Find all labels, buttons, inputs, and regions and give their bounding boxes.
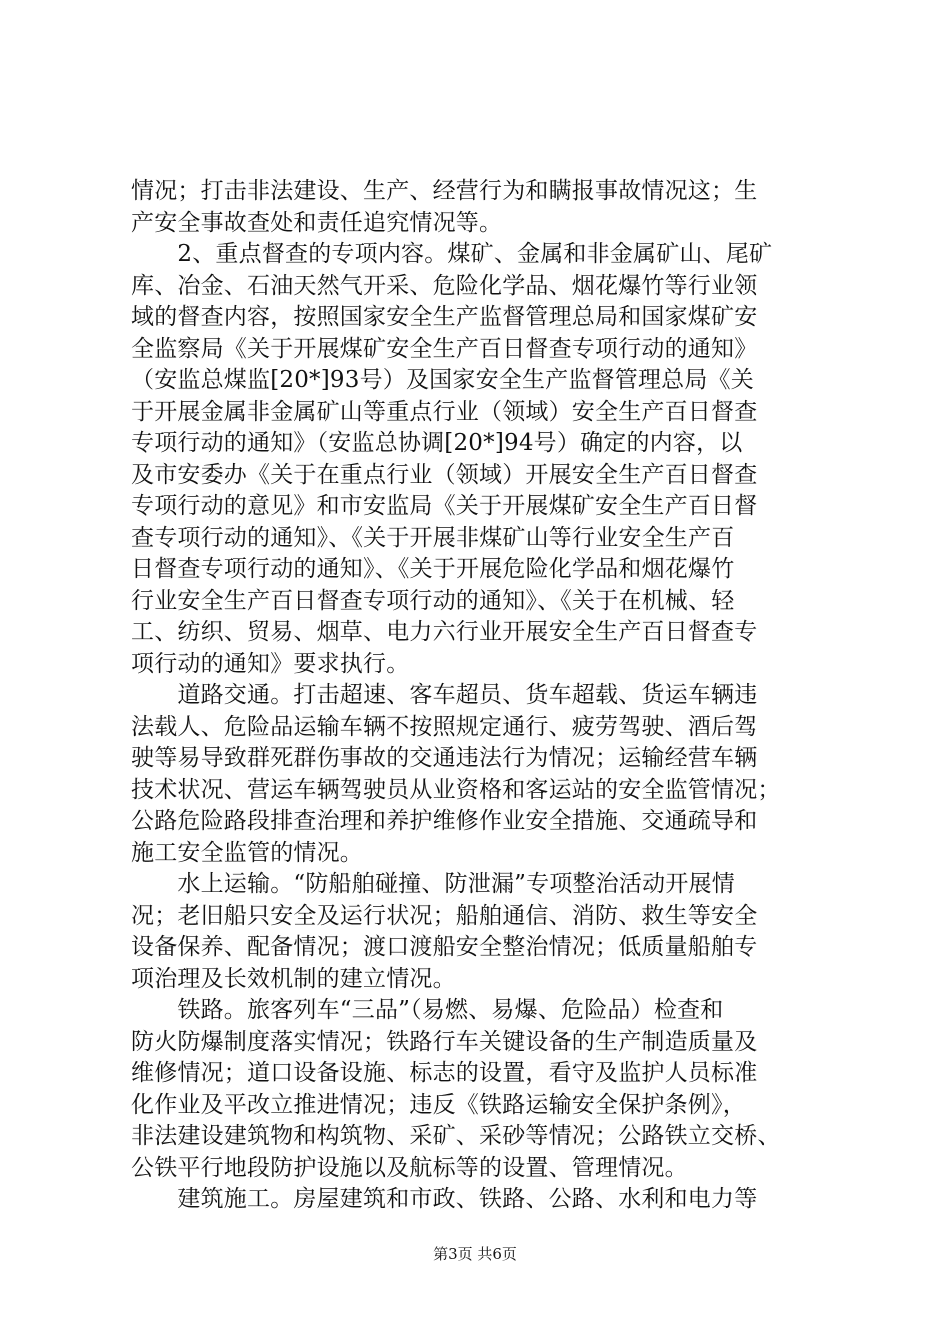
text-line: 日督查专项行动的通知》、《关于开展危险化学品和烟花爆竹 (131, 556, 735, 582)
text-line: 法载人、危险品运输车辆不按照规定通行、疲劳驾驶、酒后驾 (131, 713, 758, 740)
text-line: 设备保养、配备情况；渡口渡船安全整治情况；低质量船舶专 (131, 934, 758, 960)
text-line: 建筑施工。房屋建筑和市政、铁路、公路、水利和电力等 (131, 1186, 758, 1212)
text-line: 行业安全生产百日督查专项行动的通知》、《关于在机械、轻 (131, 587, 735, 614)
text-line: 铁路。旅客列车“三品”（易燃、易爆、危险品）检查和 (131, 997, 724, 1023)
text-line: 施工安全监管的情况。 (131, 839, 363, 866)
text-line: 工、纺织、贸易、烟草、电力六行业开展安全生产百日督查专 (131, 619, 758, 645)
text-line: 2、重点督查的专项内容。煤矿、金属和非金属矿山、尾矿 (131, 241, 773, 267)
text-line: 非法建设建筑物和构筑物、采矿、采砂等情况；公路铁立交桥、 (131, 1123, 781, 1149)
text-line: 全监察局《关于开展煤矿安全生产百日督查专项行动的通知》 (131, 335, 758, 362)
text-line: 域的督查内容，按照国家安全生产监督管理总局和国家煤矿安 (131, 304, 758, 330)
text-line: 公路危险路段排查治理和养护维修作业安全措施、交通疏导和 (131, 808, 758, 834)
text-line: 水上运输。“防船舶碰撞、防泄漏”专项整治活动开展情 (131, 871, 735, 897)
text-line: 况；老旧船只安全及运行状况；船舶通信、消防、救生等安全 (131, 902, 758, 929)
text-line: 于开展金属非金属矿山等重点行业（领域）安全生产百日督查 (131, 398, 758, 425)
text-line: 及市安委办《关于在重点行业（领域）开展安全生产百日督查 (131, 461, 758, 488)
text-line: 情况；打击非法建设、生产、经营行为和瞒报事故情况这；生 (131, 178, 758, 204)
text-line: 产安全事故查处和责任追究情况等。 (131, 209, 503, 236)
text-line: 技术状况、营运车辆驾驶员从业资格和客运站的安全监管情况； (131, 776, 781, 803)
document-body (131, 176, 831, 1216)
text-line: 项治理及长效机制的建立情况。 (131, 965, 456, 992)
text-line: 公铁平行地段防护设施以及航标等的设置、管理情况。 (131, 1154, 688, 1181)
text-line: 专项行动的意见》和市安监局《关于开展煤矿安全生产百日督 (131, 493, 758, 519)
text-line: 化作业及平改立推进情况；违反《铁路运输安全保护条例》， (131, 1091, 746, 1118)
text-line: （安监总煤监[20*]93号）及国家安全生产监督管理总局《关 (131, 367, 754, 393)
text-line: 专项行动的通知》（安监总协调[20*]94号）确定的内容，以 (131, 430, 743, 456)
text-line: 查专项行动的通知》、《关于开展非煤矿山等行业安全生产百 (131, 524, 735, 551)
text-line: 驶等易导致群死群伤事故的交通违法行为情况；运输经营车辆 (131, 745, 758, 771)
page-footer: 第3页 共6页 (433, 1245, 517, 1263)
text-line: 项行动的通知》要求执行。 (131, 650, 410, 677)
text-line: 防火防爆制度落实情况；铁路行车关键设备的生产制造质量及 (131, 1028, 758, 1055)
text-line: 道路交通。打击超速、客车超员、货车超载、货运车辆违 (131, 682, 758, 708)
text-line: 库、冶金、石油天然气开采、危险化学品、烟花爆竹等行业领 (131, 272, 758, 299)
text-line: 维修情况；道口设备设施、标志的设置，看守及监护人员标准 (131, 1060, 758, 1086)
